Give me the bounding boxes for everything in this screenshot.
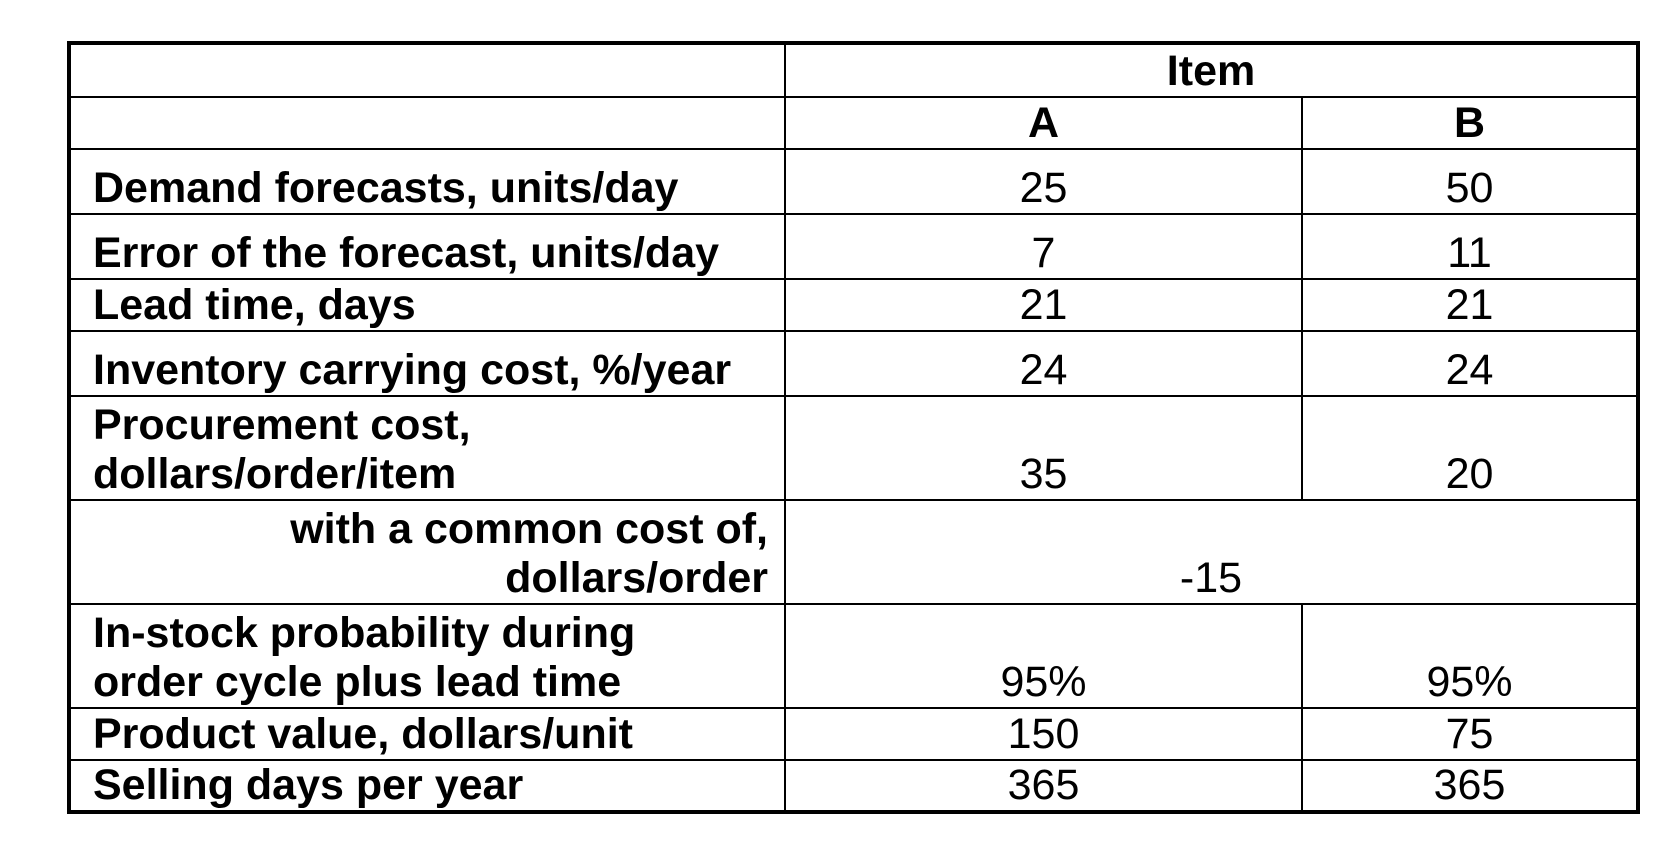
row-label-line: In-stock probability during (93, 609, 636, 657)
row-label: Selling days per year (69, 760, 785, 812)
table-row (69, 149, 1638, 214)
row-label (69, 500, 785, 604)
corner-cell (69, 43, 785, 97)
corner-cell (69, 97, 785, 149)
row-label: Error of the forecast, units/day (69, 214, 785, 279)
inventory-parameters-table (67, 41, 1640, 814)
table-row (69, 760, 1638, 812)
value-a: 24 (785, 331, 1302, 396)
value-b: 50 (1302, 149, 1638, 214)
table-row (69, 214, 1638, 279)
value-b: 95% (1302, 604, 1638, 708)
column-header-a: A (785, 97, 1302, 149)
value-b: 11 (1302, 214, 1638, 279)
value-a: 150 (785, 708, 1302, 760)
value-a: 21 (785, 279, 1302, 331)
table-row (69, 604, 1638, 708)
item-group-header: Item (785, 43, 1638, 97)
row-label: Product value, dollars/unit (69, 708, 785, 760)
row-label: Inventory carrying cost, %/year (69, 331, 785, 396)
row-label-line: dollars/order (505, 554, 768, 602)
row-label-line: order cycle plus lead time (93, 658, 622, 706)
row-label-line: dollars/order/item (93, 450, 457, 498)
table-row (69, 279, 1638, 331)
value-b: 365 (1302, 760, 1638, 812)
row-label (69, 396, 785, 500)
value-b: 21 (1302, 279, 1638, 331)
row-label-line: Procurement cost, (93, 401, 471, 449)
value-a: 95% (785, 604, 1302, 708)
row-label-line: with a common cost of, (290, 505, 768, 553)
value-a: 35 (785, 396, 1302, 500)
value-a: 7 (785, 214, 1302, 279)
table-subheader-row (69, 97, 1638, 149)
table-header-row (69, 43, 1638, 97)
table-row (69, 708, 1638, 760)
value-b: 75 (1302, 708, 1638, 760)
table-row (69, 500, 1638, 604)
value-a: 25 (785, 149, 1302, 214)
row-label: Lead time, days (69, 279, 785, 331)
table-row (69, 396, 1638, 500)
value-b: 20 (1302, 396, 1638, 500)
column-header-b: B (1302, 97, 1638, 149)
value-a: 365 (785, 760, 1302, 812)
row-label: Demand forecasts, units/day (69, 149, 785, 214)
common-cost-value: -15 (785, 500, 1638, 604)
row-label (69, 604, 785, 708)
value-b: 24 (1302, 331, 1638, 396)
table-row (69, 331, 1638, 396)
